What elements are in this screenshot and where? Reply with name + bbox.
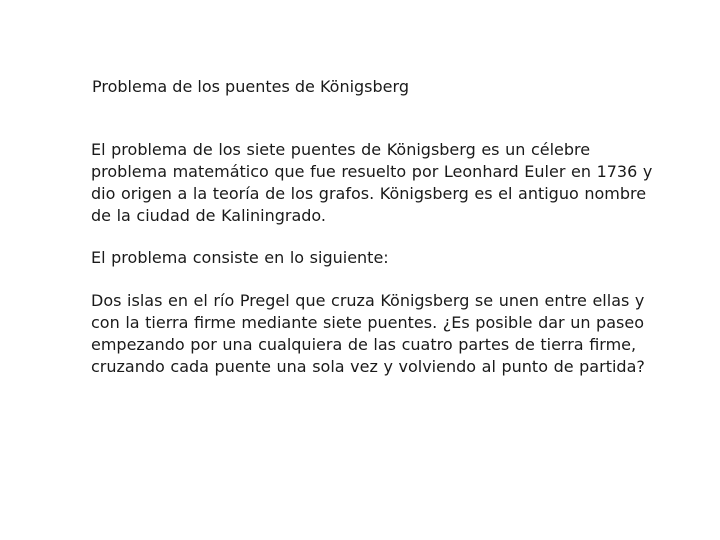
paragraph-problem-line: con la tierra firme mediante siete puentes. ¿Es posible dar un paseo [91,313,644,332]
paragraph-problem-lead: El problema consiste en lo siguiente: [91,248,389,267]
paragraph-intro-line: de la ciudad de Kaliningrado. [91,206,327,225]
paragraph-problem-line: empezando por una cualquiera de las cuatro partes de tierra firme, [91,335,637,354]
paragraph-intro-line: El problema de los siete puentes de Königsberg es un célebre [91,140,591,159]
paragraph-intro [91,139,717,227]
paragraph-problem-line: Dos islas en el río Pregel que cruza Königsberg se unen entre ellas y [91,291,645,310]
paragraph-intro-line: problema matemático que fue resuelto por Leonhard Euler en 1736 y [91,162,653,181]
paragraph-intro-line: dio origen a la teoría de los grafos. Königsberg es el antiguo nombre [91,184,647,203]
paragraph-problem-line: cruzando cada puente una sola vez y volviendo al punto de partida? [91,357,645,376]
slide-title: Problema de los puentes de Königsberg [92,77,409,96]
paragraph-problem-statement [91,290,717,378]
